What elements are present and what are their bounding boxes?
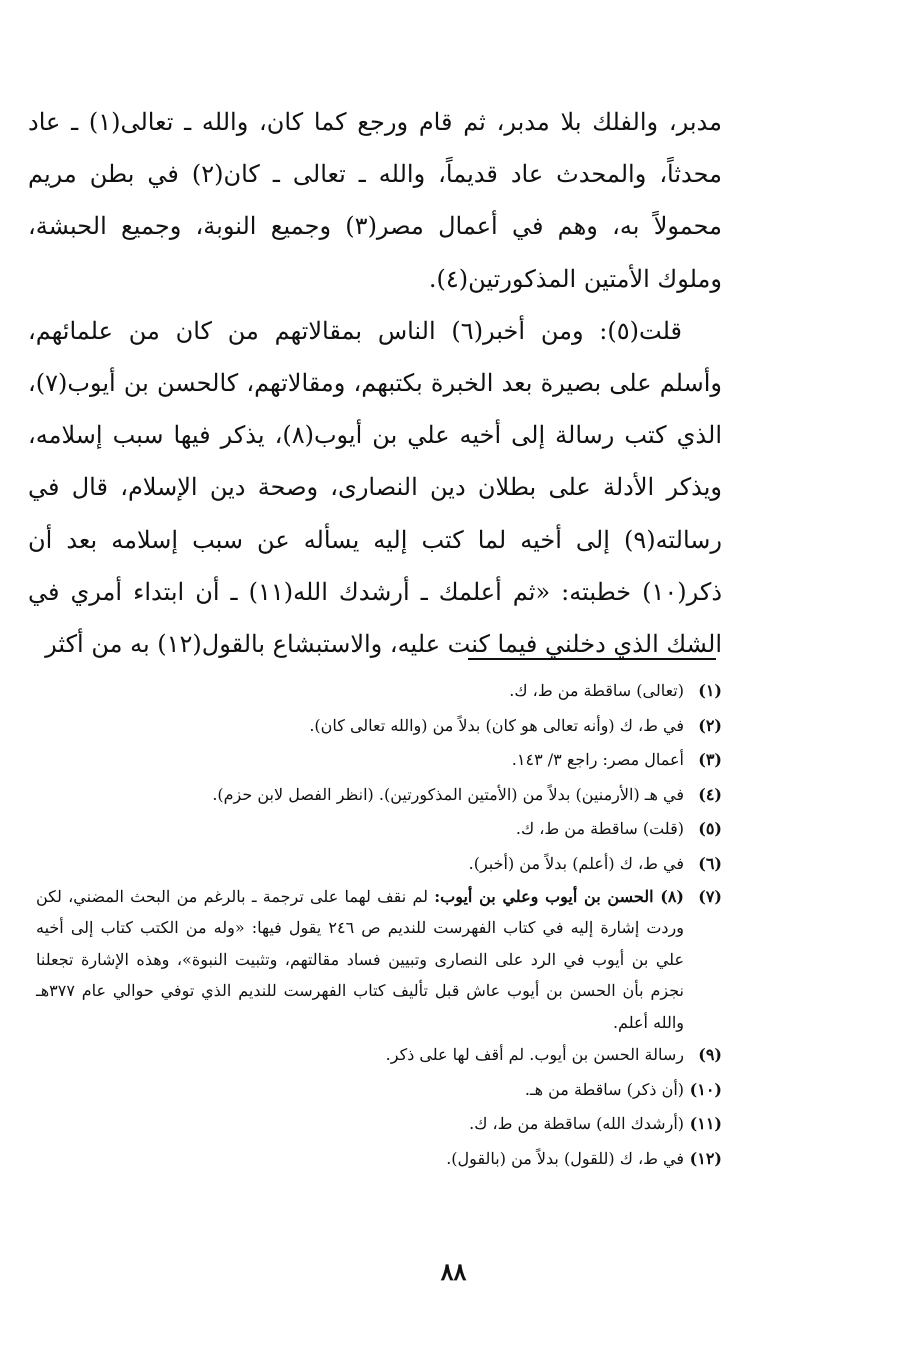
footnote-number: (٤) [698, 784, 722, 804]
footnotes [36, 674, 722, 1176]
footnote [36, 881, 722, 1038]
footnote-number: (٧) [698, 887, 722, 906]
page-number: ٨٨ [440, 1257, 467, 1286]
footnote [36, 743, 722, 778]
footnote-text: (أرشدك الله) ساقطة من ط، ك. [469, 1114, 684, 1134]
footnote-text: (قلت) ساقطة من ط، ك. [515, 819, 684, 838]
footnote [36, 847, 722, 882]
footnote-text: (أن ذكر) ساقطة من هـ. [524, 1079, 684, 1099]
footnote [36, 812, 722, 847]
footnote [36, 1142, 722, 1177]
footnote [36, 778, 722, 813]
footnote-number: (١٢) [689, 1148, 722, 1168]
main-text [28, 96, 722, 670]
footnote-text [36, 881, 684, 1038]
body-paragraph-2: قلت(٥): ومن أخبر(٦) الناس بمقالاتهم من كان من علمائهم، وأسلم على بصيرة بعد الخبرة بكتبهم، ومقالاتهم، كالحسن بن أيوب(٧)، الذي كتب رسالة إلى أخيه علي بن أيوب(٨)، يذكر فيها سبب إسلامه، ويذكر الأدلة على بطلان دين النصارى، وصحة دين الإسلام، قال في رسالته(٩) إلى أخيه لما كتب إليه يسأله عن سبب إسلامه بعد أن ذكر(١٠) خطبته: «ثم أعلمك ـ أرشدك الله(١١) ـ أن ابتداء أمري في الشك الذي دخلني فيما كنت عليه، والاستبشاع بالقول(١٢) به من أكثر [28, 316, 723, 659]
footnote-number: (١٠) [689, 1079, 722, 1099]
footnote-text: في ط، ك (وأنه تعالى هو كان) بدلاً من (والله تعالى كان). [309, 715, 684, 735]
footnote-text: (تعالى) ساقطة من ط، ك. [509, 681, 684, 700]
footnote-lead-text: لم نقف لهما على ترجمة ـ بالرغم من البحث المضني، لكن وردت إشارة إليه في كتاب الفهرست للنديم ص ٢٤٦ يقول فيها: «وله من الكتب كتاب إلى أخيه علي بن أيوب في الرد على النصارى وتبيين فساد مقالتهم، وتثبيت النبوة»، وهذه الإشارة تجعلنا نجزم بأن الحسن بن أيوب عاش قبل تأليف كتاب الفهرست للنديم الذي توفي حوالي عام ٣٧٧هـ والله أعلم. [36, 887, 684, 1032]
body-paragraph-1: مدبر، والفلك بلا مدبر، ثم قام ورجع كما كان، والله ـ تعالى(١) ـ عاد محدثاً، والمحدث عاد قديماً، والله ـ تعالى ـ كان(٢) في بطن مريم محمولاً به، وهم في أعمال مصر(٣) وجميع النوبة، وجميع الحبشة، وملوك الأمتين المذكورتين(٤). [28, 108, 723, 293]
footnote [36, 1073, 722, 1108]
footnote [36, 674, 722, 709]
footnote-text: في هـ (الأرمنين) بدلاً من (الأمتين المذكورتين). (انظر الفصل لابن حزم). [212, 784, 684, 804]
footnote-number: (٣) [698, 750, 722, 769]
footnote-lead: (٨) الحسن بن أيوب وعلي بن أيوب: [434, 887, 684, 906]
footnote [36, 1107, 722, 1142]
footnote-text: رسالة الحسن بن أيوب. لم أقف لها على ذكر. [385, 1045, 684, 1065]
footnote-text: في ط، ك (أعلم) بدلاً من (أخبر). [468, 853, 684, 873]
footnote-number: (٦) [698, 853, 722, 873]
footnote-number: (٩) [698, 1045, 722, 1065]
footnote-separator [468, 658, 716, 660]
footnote-text: أعمال مصر: راجع ٣/ ١٤٣. [511, 750, 684, 769]
footnote [36, 1038, 722, 1073]
footnote-number: (٥) [698, 819, 722, 838]
footnote-number: (١) [698, 681, 722, 700]
footnote-text: في ط، ك (للقول) بدلاً من (بالقول). [446, 1148, 684, 1168]
footnote-number: (٢) [698, 715, 722, 735]
footnote [36, 709, 722, 744]
footnote-number: (١١) [689, 1114, 722, 1134]
